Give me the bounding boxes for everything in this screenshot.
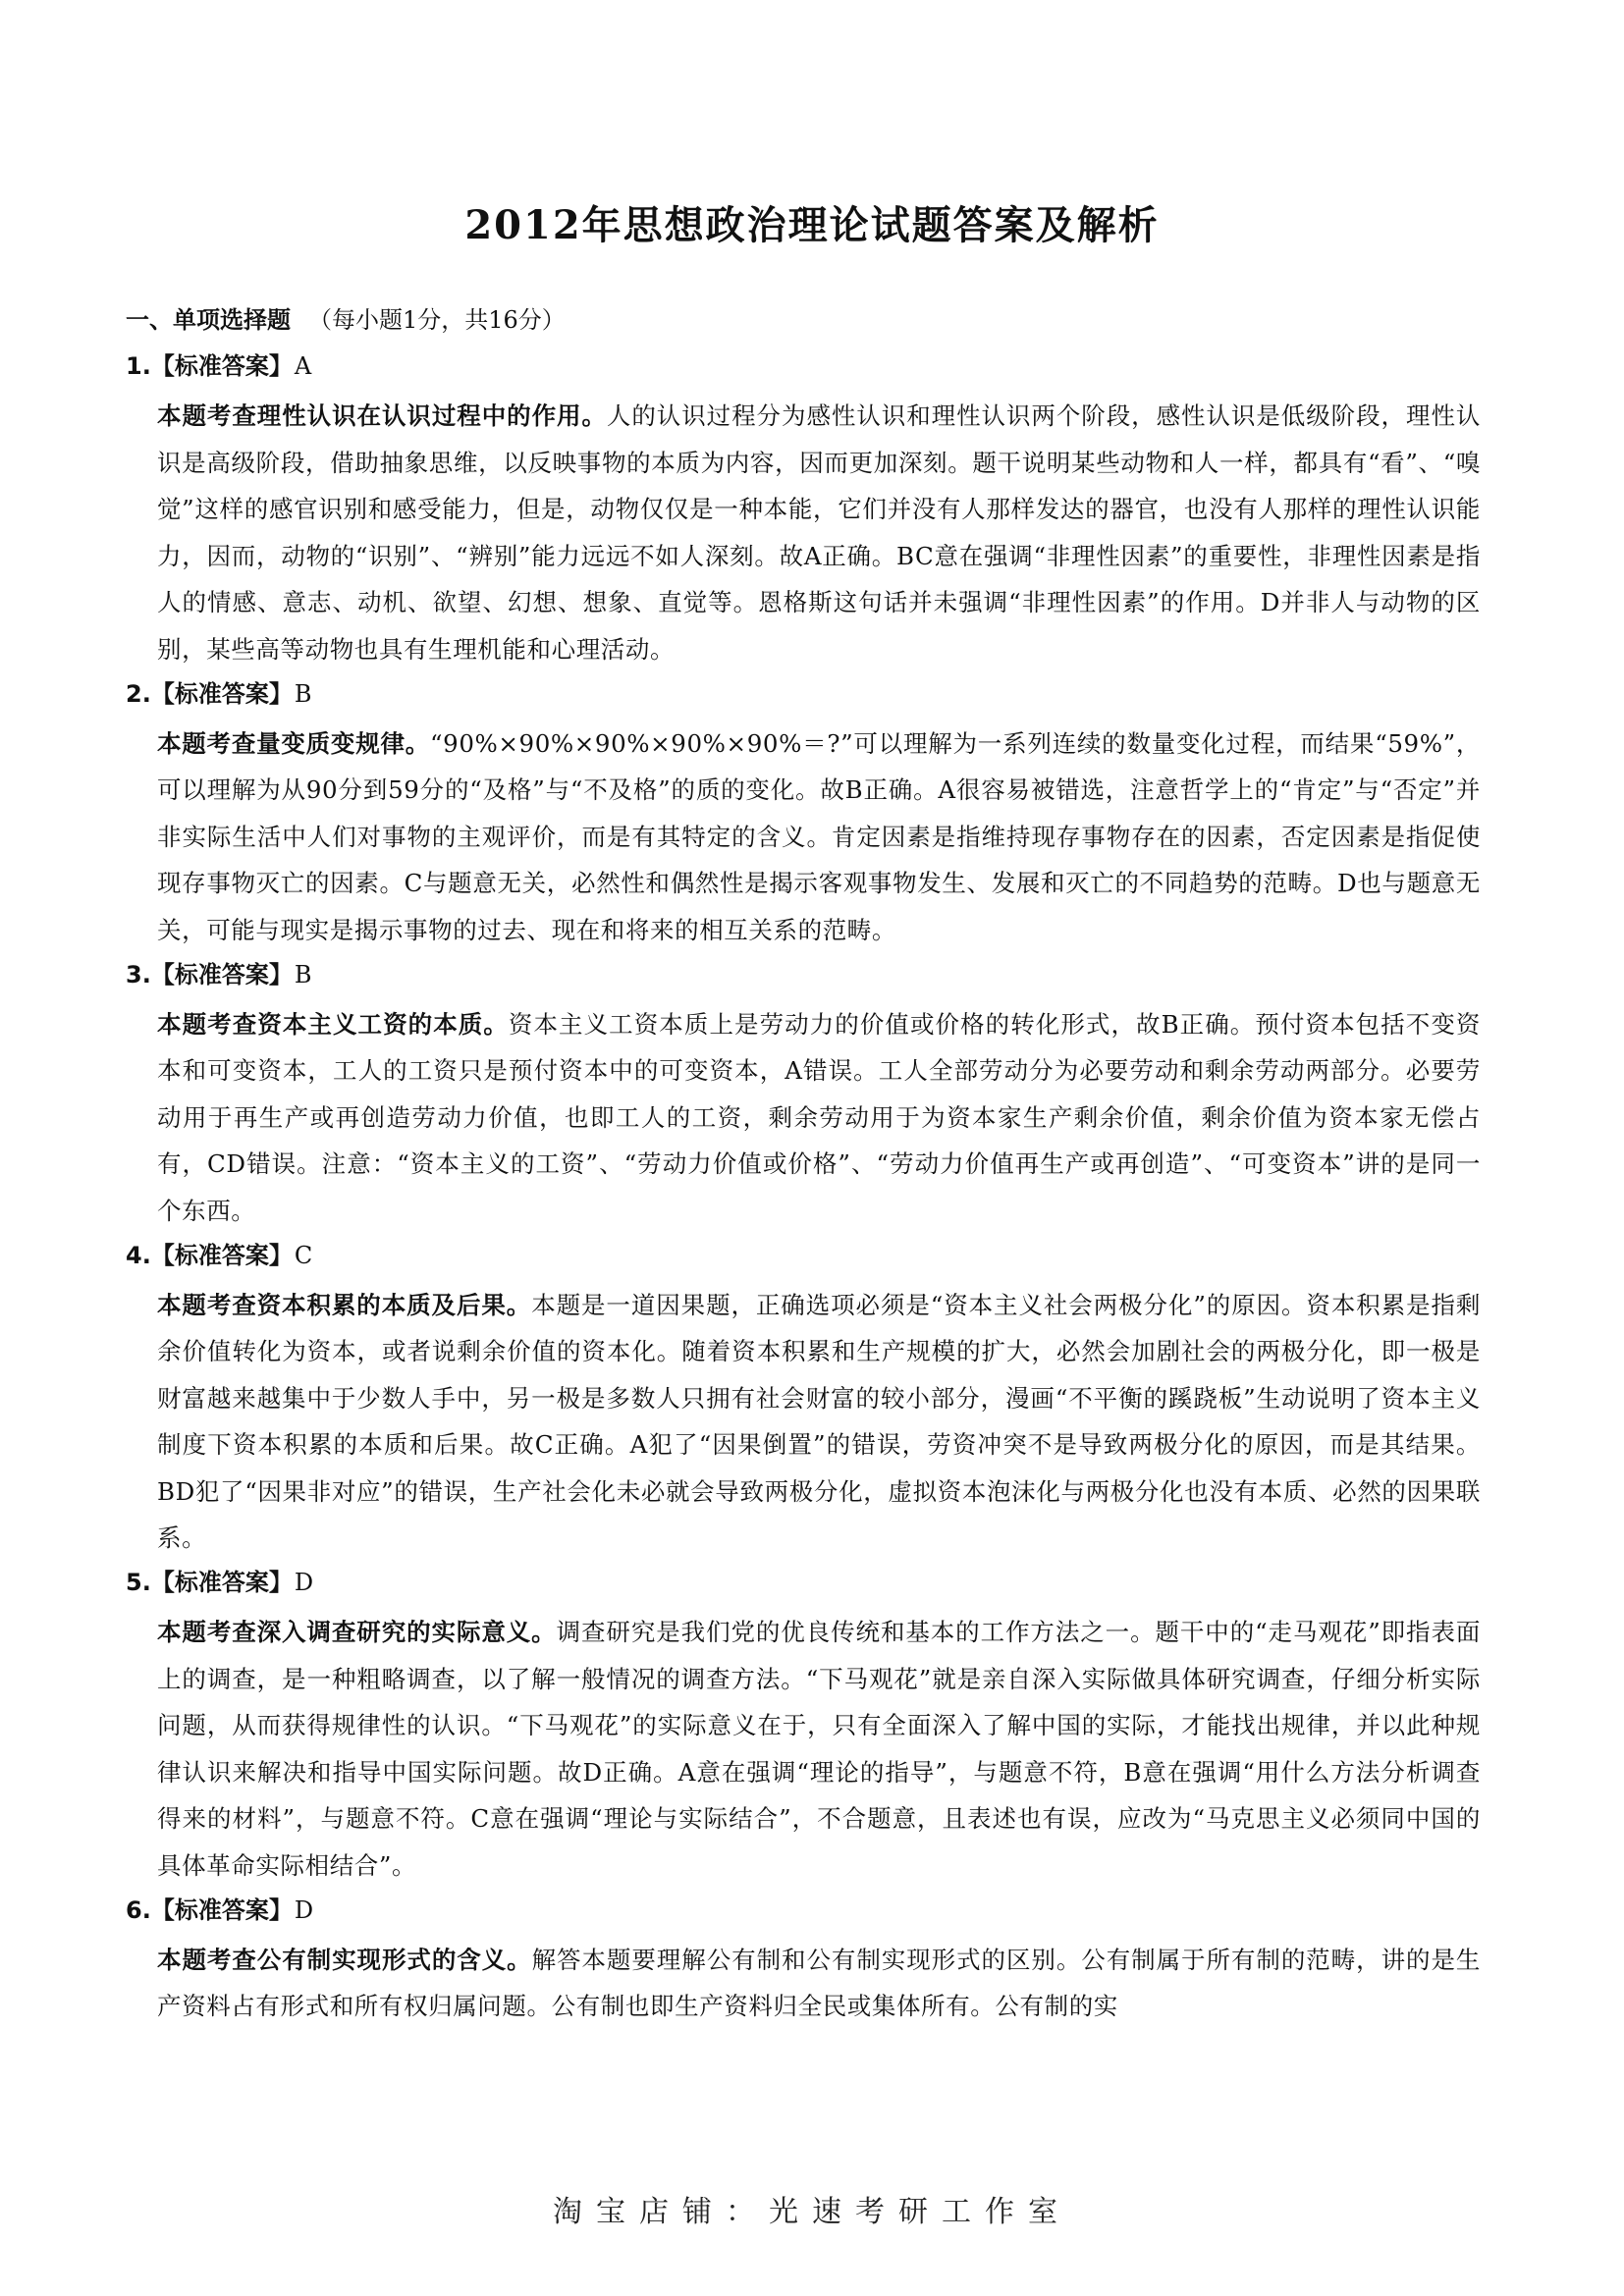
answer-letter: D (294, 1896, 314, 1924)
explanation-text: 解答本题要理解公有制和公有制实现形式的区别。公有制属于所有制的范畴，讲的是生产资料占有形式和所有权归属问题。公有制也即生产资料归全民或集体所有。公有制的实 (157, 1945, 1482, 2021)
question-answer-line (126, 1564, 1481, 1601)
question-number: 5. (126, 1569, 151, 1597)
question-5 (126, 1564, 1481, 1890)
answer-letter: D (294, 1569, 314, 1597)
question-2 (126, 675, 1481, 954)
answer-tag: 【标准答案】 (150, 960, 293, 988)
question-6 (126, 1892, 1481, 2030)
explanation-text: 调查研究是我们党的优良传统和基本的工作方法之一。题干中的“走马观花”即指表面上的调查，是一种粗略调查，以了解一般情况的调查方法。“下马观花”就是亲自深入实际做具体研究调查，仔细分析实际问题，从而获得规律性的认识。“下马观花”的实际意义在于，只有全面深入了解中国的实际，才能找出规律，并以此种规律认识来解决和指导中国实际问题。故D正确。A意在强调“理论的指导”，与题意不符，B意在强调“用什么方法分析调查得来的材料”，与题意不符。C意在强调“理论与实际结合”，不合题意，且表述也有误，应改为“马克思主义必须同中国的具体革命实际相结合”。 (157, 1618, 1481, 1881)
explanation-text: 资本主义工资本质上是劳动力的价值或价格的转化形式，故B正确。预付资本包括不变资本和可变资本，工人的工资只是预付资本中的可变资本，A错误。工人全部劳动分为必要劳动和剩余劳动两部分。必要劳动用于再生产或再创造劳动力价值，也即工人的工资，剩余劳动用于为资本家生产剩余价值，剩余价值为资本家无偿占有，CD错误。注意：“资本主义的工资”、“劳动力价值或价格”、“劳动力价值再生产或再创造”、“可变资本”讲的是同一个东西。 (157, 1009, 1481, 1225)
answer-tag: 【标准答案】 (150, 679, 293, 708)
question-explanation (157, 721, 1481, 954)
explanation-lead: 本题考查理性认识在认识过程中的作用。 (157, 401, 607, 430)
question-3 (126, 956, 1481, 1235)
explanation-lead: 本题考查资本主义工资的本质。 (157, 1009, 509, 1039)
document-content (126, 302, 1481, 2032)
question-number: 3. (126, 960, 151, 988)
question-explanation (157, 1937, 1481, 2030)
explanation-lead: 本题考查量变质变规律。 (157, 728, 431, 758)
question-answer-line (126, 675, 1481, 713)
question-number: 6. (126, 1896, 151, 1924)
answer-tag: 【标准答案】 (150, 352, 293, 380)
answer-letter: C (294, 1241, 313, 1269)
question-answer-line (126, 956, 1481, 993)
question-number: 2. (126, 679, 151, 708)
question-answer-line (126, 1237, 1481, 1274)
explanation-lead: 本题考查深入调查研究的实际意义。 (157, 1618, 557, 1647)
explanation-text: “90%×90%×90%×90%×90%＝?”可以理解为一系列连续的数量变化过程，而结果“59%”，可以理解为从90分到59分的“及格”与“不及格”的质的变化。故B正确。A很容易被错选，注意哲学上的“肯定”与“否定”并非实际生活中人们对事物的主观评价，而是有其特定的含义。肯定因素是指维持现存事物存在的因素，否定因素是指促使现存事物灭亡的因素。C与题意无关，必然性和偶然性是揭示客观事物发生、发展和灭亡的不同趋势的范畴。D也与题意无关，可能与现实是揭示事物的过去、现在和将来的相互关系的范畴。 (157, 728, 1481, 944)
question-1 (126, 347, 1481, 673)
document-title: 2012年思想政治理论试题答案及解析 (464, 202, 1160, 248)
question-number: 4. (126, 1241, 151, 1269)
question-explanation (157, 1282, 1481, 1563)
question-answer-line (126, 347, 1481, 385)
explanation-text: 人的认识过程分为感性认识和理性认识两个阶段，感性认识是低级阶段，理性认识是高级阶段，借助抽象思维，以反映事物的本质为内容，因而更加深刻。题干说明某些动物和人一样，都具有“看”、“嗅觉”这样的感官识别和感受能力，但是，动物仅仅是一种本能，它们并没有人那样发达的器官，也没有人那样的理性认识能力，因而，动物的“识别”、“辨别”能力远远不如人深刻。故A正确。BC意在强调“非理性因素”的重要性，非理性因素是指人的情感、意志、动机、欲望、幻想、想象、直觉等。恩格斯这句话并未强调“非理性因素”的作用。D并非人与动物的区别，某些高等动物也具有生理机能和心理活动。 (157, 401, 1481, 664)
answer-tag: 【标准答案】 (150, 1896, 293, 1924)
section-title: 一、单项选择题 (126, 306, 291, 334)
answer-tag: 【标准答案】 (150, 1241, 293, 1269)
answer-letter: B (294, 960, 312, 988)
page-footer: 淘宝店铺：光速考研工作室 (553, 2195, 1071, 2229)
question-answer-line (126, 1892, 1481, 1929)
explanation-lead: 本题考查公有制实现形式的含义。 (157, 1945, 532, 1974)
explanation-text: 本题是一道因果题，正确选项必须是“资本主义社会两极分化”的原因。资本积累是指剩余价值转化为资本，或者说剩余价值的资本化。随着资本积累和生产规模的扩大，必然会加剧社会的两极分化，即一极是财富越来越集中于少数人手中，另一极是多数人只拥有社会财富的较小部分，漫画“不平衡的蹊跷板”生动说明了资本主义制度下资本积累的本质和后果。故C正确。A犯了“因果倒置”的错误，劳资冲突不是导致两极分化的原因，而是其结果。BD犯了“因果非对应”的错误，生产社会化未必就会导致两极分化，虚拟资本泡沫化与两极分化也没有本质、必然的因果联系。 (157, 1290, 1481, 1553)
question-number: 1. (126, 352, 151, 380)
question-explanation (157, 1001, 1481, 1235)
section-heading (126, 302, 1481, 338)
answer-letter: A (294, 352, 312, 380)
answer-tag: 【标准答案】 (150, 1569, 293, 1597)
section-scoring-note: （每小题1分，共16分） (308, 306, 566, 334)
answer-letter: B (294, 679, 312, 708)
question-4 (126, 1237, 1481, 1563)
question-explanation (157, 393, 1481, 673)
question-explanation (157, 1609, 1481, 1890)
explanation-lead: 本题考查资本积累的本质及后果。 (157, 1290, 532, 1319)
